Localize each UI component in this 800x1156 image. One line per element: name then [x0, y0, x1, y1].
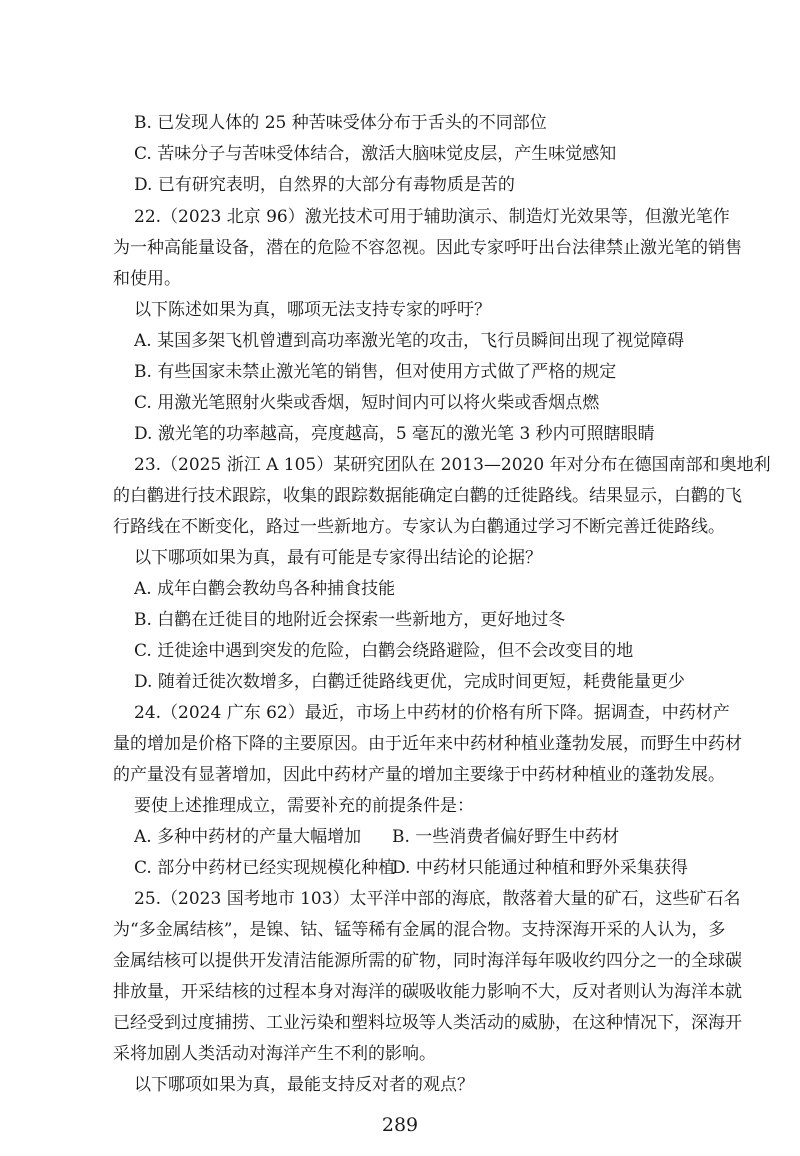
q21-option-d: D. 已有研究表明，自然界的大部分有毒物质是苦的 — [134, 175, 515, 195]
q23-stem-line: 行路线在不断变化，路过一些新地方。专家认为白鹳通过学习不断完善迁徙路线。 — [113, 517, 725, 537]
q23-stem-line: 的白鹳进行技术跟踪，收集的跟踪数据能确定白鹳的迁徙路线。结果显示，白鹳的飞 — [113, 486, 742, 506]
q25-stem-line: 25.（2023 国考地市 103）太平洋中部的海底，散落着大量的矿石，这些矿石名 — [134, 889, 741, 909]
q23-option-a: A. 成年白鹳会教幼鸟各种捕食技能 — [134, 579, 396, 599]
q23-option-c: C. 迁徙途中遇到突发的危险，白鹳会绕路避险，但不会改变目的地 — [134, 641, 634, 661]
q25-stem-line: 采将加剧人类活动对海洋产生不利的影响。 — [113, 1044, 436, 1064]
q24-option-c: C. 部分中药材已经实现规模化种植 — [134, 858, 396, 878]
q24-options-row-1 — [134, 825, 361, 849]
q21-option-b: B. 已发现人体的 25 种苦味受体分布于舌头的不同部位 — [134, 113, 547, 133]
q23-option-b: B. 白鹳在迁徙目的地附近会探索一些新地方，更好地过冬 — [134, 610, 566, 630]
q21-option-c: C. 苦味分子与苦味受体结合，激活大脑味觉皮层，产生味觉感知 — [134, 144, 617, 164]
q24-option-b: B. 一些消费者偏好野生中药材 — [392, 827, 620, 847]
q22-option-b: B. 有些国家未禁止激光笔的销售，但对使用方式做了严格的规定 — [134, 362, 617, 382]
q22-question: 以下陈述如果为真，哪项无法支持专家的呼吁？ — [134, 300, 491, 320]
q24-option-a: A. 多种中药材的产量大幅增加 — [134, 827, 362, 847]
q25-stem-line: 为“多金属结核”，是镍、钴、锰等稀有金属的混合物。支持深海开采的人认为，多 — [113, 920, 726, 940]
q24-stem-line: 24.（2024 广东 62）最近，市场上中药材的价格有所下降。据调查，中药材产 — [134, 703, 730, 723]
q24-stem-line: 量的增加是价格下降的主要原因。由于近年来中药材种植业蓬勃发展，而野生中药材 — [113, 734, 742, 754]
q22-stem-line: 22.（2023 北京 96）激光技术可用于辅助演示、制造灯光效果等，但激光笔作 — [134, 207, 730, 227]
q24-stem-line: 的产量没有显著增加，因此中药材产量的增加主要缘于中药材种植业的蓬勃发展。 — [113, 765, 725, 785]
q25-stem-line: 已经受到过度捕捞、工业污染和塑料垃圾等人类活动的威胁，在这种情况下，深海开 — [113, 1013, 742, 1033]
q22-option-c: C. 用激光笔照射火柴或香烟，短时间内可以将火柴或香烟点燃 — [134, 393, 600, 413]
page-number: 289 — [381, 1114, 419, 1136]
q25-question: 以下哪项如果为真，最能支持反对者的观点？ — [134, 1075, 474, 1095]
q23-question: 以下哪项如果为真，最有可能是专家得出结论的论据？ — [134, 548, 542, 568]
q25-stem-line: 金属结核可以提供开发清洁能源所需的矿物，同时海洋每年吸收约四分之一的全球碳 — [113, 951, 742, 971]
q22-stem-line: 和使用。 — [113, 269, 181, 289]
q22-option-d: D. 激光笔的功率越高，亮度越高，5 毫瓦的激光笔 3 秒内可照瞎眼睛 — [134, 424, 655, 444]
q25-stem-line: 排放量，开采结核的过程本身对海洋的碳吸收能力影响不大，反对者则认为海洋本就 — [113, 982, 742, 1002]
q23-stem-line: 23.（2025 浙江 A 105）某研究团队在 2013—2020 年对分布在德国南部和奥地利 — [134, 455, 771, 475]
q22-stem-line: 为一种高能量设备，潜在的危险不容忽视。因此专家呼吁出台法律禁止激光笔的销售 — [113, 238, 742, 258]
q22-option-a: A. 某国多架飞机曾遭到高功率激光笔的攻击，飞行员瞬间出现了视觉障碍 — [134, 331, 685, 351]
q23-option-d: D. 随着迁徙次数增多，白鹳迁徙路线更优，完成时间更短，耗费能量更少 — [134, 672, 685, 692]
q24-option-d: D. 中药材只能通过种植和野外采集获得 — [392, 858, 688, 878]
q24-question: 要使上述推理成立，需要补充的前提条件是： — [134, 796, 474, 816]
